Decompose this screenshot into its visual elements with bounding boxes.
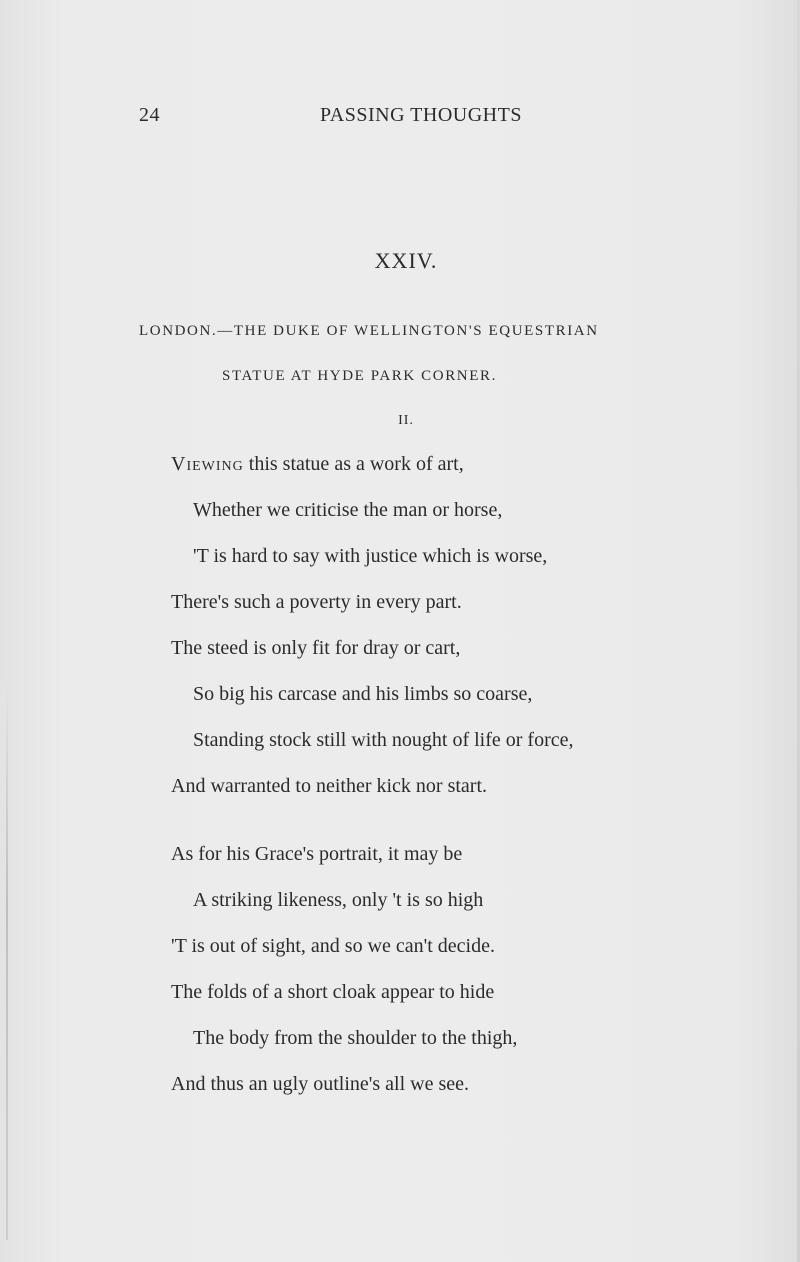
poem-line-12: The folds of a short cloak appear to hide	[171, 981, 495, 1003]
poem-line-3: 'T is hard to say with justice which is worse,	[193, 545, 548, 567]
poem-line-5: The steed is only fit for dray or cart,	[171, 637, 461, 659]
poem-line-7: Standing stock still with nought of life or force,	[193, 729, 574, 751]
page-number: 24	[139, 104, 160, 126]
poem-line-1	[171, 453, 464, 476]
poem-line-9: As for his Grace's portrait, it may be	[171, 843, 463, 865]
chapter-heading-line-1: LONDON.—THE DUKE OF WELLINGTON'S EQUESTRIAN	[139, 323, 599, 339]
poem-line-14: And thus an ugly outline's all we see.	[171, 1073, 469, 1095]
poem-line-8: And warranted to neither kick nor start.	[171, 775, 488, 797]
poem-line-2: Whether we criticise the man or horse,	[193, 499, 503, 521]
poem-first-word: Viewing	[171, 453, 244, 475]
poem-line-6: So big his carcase and his limbs so coarse,	[193, 683, 533, 705]
chapter-number: XXIV.	[374, 248, 438, 273]
poem-line-13: The body from the shoulder to the thigh,	[193, 1027, 518, 1049]
part-number: II.	[398, 413, 414, 428]
chapter-heading-line-2: STATUE AT HYDE PARK CORNER.	[222, 368, 497, 384]
running-title: PASSING THOUGHTS	[320, 104, 522, 126]
poem-line-11: 'T is out of sight, and so we can't decide.	[171, 935, 495, 957]
poem-line-10: A striking likeness, only 't is so high	[193, 889, 484, 911]
poem-line-4: There's such a poverty in every part.	[171, 591, 462, 613]
poem-first-line-rest: this statue as a work of art,	[243, 453, 464, 475]
